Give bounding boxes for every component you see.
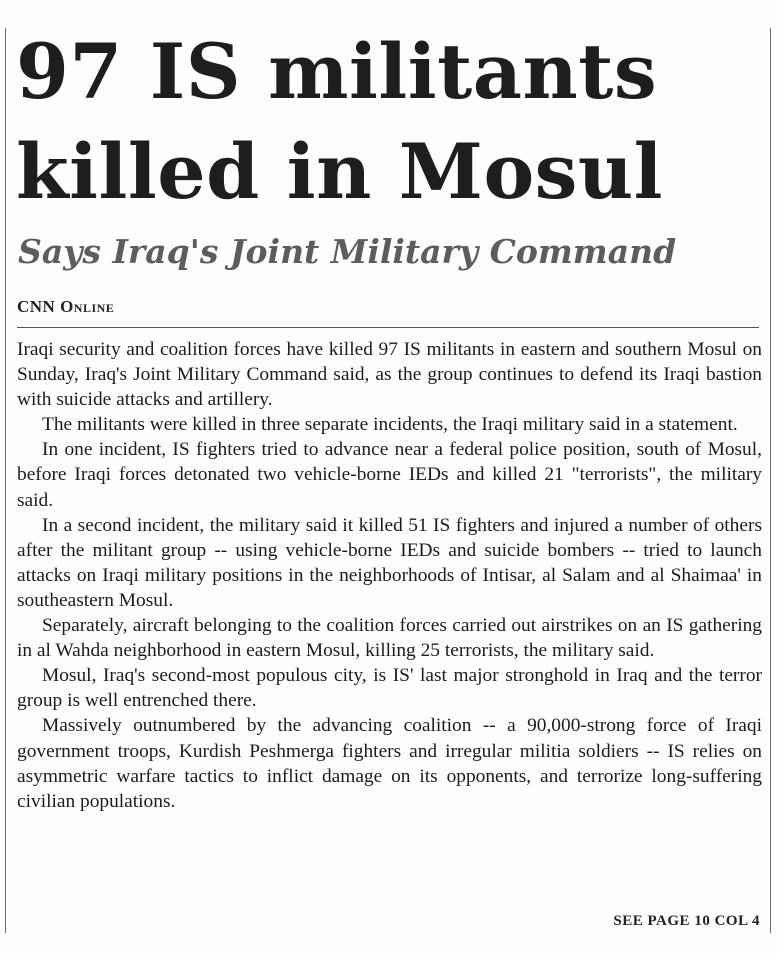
headline-line-1: 97 IS militants [16,27,658,116]
paragraph: Mosul, Iraq's second-most populous city, is IS' last major stronghold in Iraq and the terror group is well entrenched there. [17,665,762,712]
subheadline: Says Iraq's Joint Military Command [18,232,677,271]
headline-line-2: killed in Mosul [16,127,664,216]
headline [16,22,766,222]
byline: CNN Online [17,297,115,316]
paragraph: The militants were killed in three separate incidents, the Iraqi military said in a statement. [42,414,738,436]
right-column-rule [770,28,771,933]
continuation-jump: SEE PAGE 10 COL 4 [613,913,760,929]
paragraph: Separately, aircraft belonging to the coalition forces carried out airstrikes on an IS gathering in al Wahda neighborhood in eastern Mosul, killing 25 terrorists, the military said. [17,615,762,662]
article-body [17,337,762,814]
paragraph: In one incident, IS fighters tried to advance near a federal police position, south of Mosul, before Iraqi forces detonated two vehicle-borne IEDs and killed 21 "terrorists", the military said. [17,439,762,511]
paragraph: In a second incident, the military said it killed 51 IS fighters and injured a number of others after the militant group -- using vehicle-borne IEDs and suicide bombers -- tried to launch attacks on Iraqi military positions in the neighborhoods of Intisar, al Salam and al Shaimaa' in southeastern Mosul. [17,514,762,611]
paragraph: Massively outnumbered by the advancing coalition -- a 90,000-strong force of Iraqi government troops, Kurdish Peshmerga fighters and irregular militia soldiers -- IS relies on asymmetric warfare tactics to inflict damage on its opponents, and terrorize long-suffering civilian populations. [17,715,762,812]
paragraph: Iraqi security and coalition forces have killed 97 IS militants in eastern and southern Mosul on Sunday, Iraq's Joint Military Command said, as the group continues to defend its Iraqi bastion with suicide attacks and artillery. [17,339,762,411]
byline-divider [17,327,759,328]
left-column-rule [5,28,6,933]
